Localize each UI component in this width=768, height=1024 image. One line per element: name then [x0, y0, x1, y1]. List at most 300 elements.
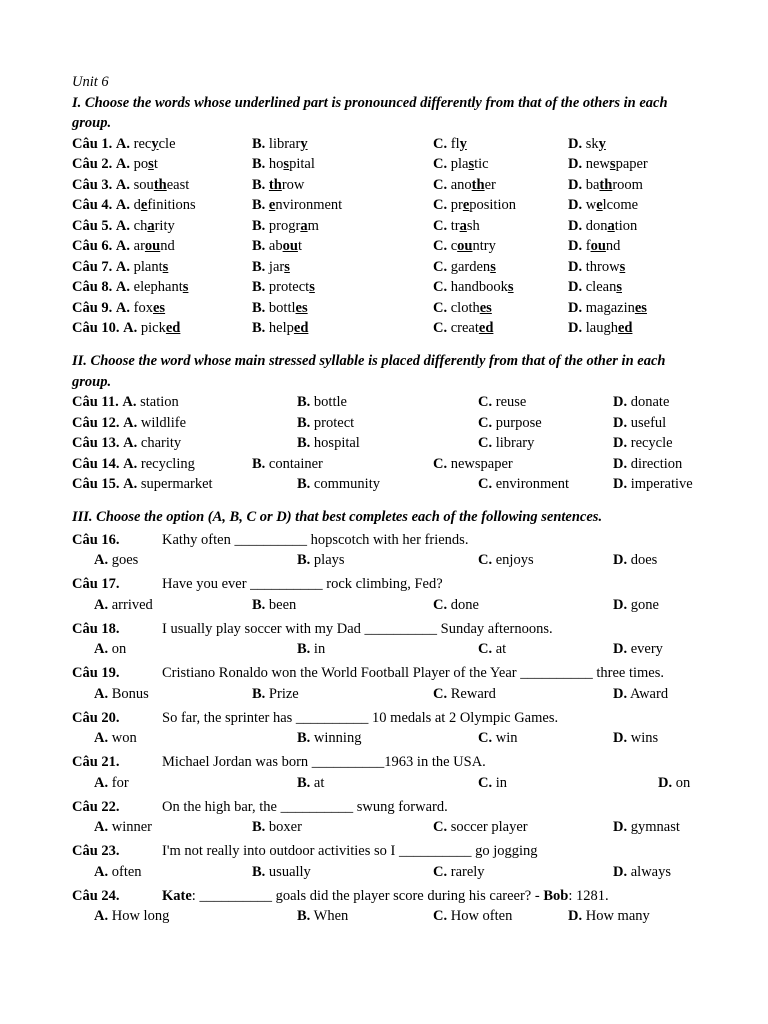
underlined-part: y: [151, 135, 159, 152]
option-word: arrived: [111, 596, 153, 613]
section3-questions: [72, 530, 708, 927]
option-word: enjoys: [495, 552, 534, 568]
option-letter: B.: [297, 476, 311, 492]
question-text: Cristiano Ronaldo won the World Football Player of the Year __________ three times.: [162, 665, 664, 681]
option-letter: C.: [433, 685, 448, 702]
option-a: [94, 906, 169, 927]
option-word: gone: [630, 596, 659, 613]
section3-instruction: III. Choose the option (A, B, C or D) that best completes each of the following sentences.: [72, 509, 603, 525]
option-letter: D.: [568, 135, 583, 152]
option-c: [433, 277, 514, 298]
option-word: always: [630, 863, 671, 880]
option-b: [252, 684, 299, 705]
options-line: [72, 728, 708, 749]
option-a: [72, 216, 175, 237]
option-d: [568, 277, 622, 298]
option-b: [297, 392, 347, 413]
question-number: Câu 10.: [72, 320, 120, 336]
word-part: ba: [585, 176, 600, 193]
option-c: [478, 728, 517, 749]
underlined-part: e: [596, 197, 603, 213]
question-number: Câu 16.: [72, 531, 120, 548]
option-c: [433, 318, 493, 339]
word-part: sk: [585, 135, 599, 152]
option-letter: D.: [613, 435, 628, 451]
word-part: nvironment: [275, 197, 343, 213]
option-a: [72, 318, 180, 339]
option-c: [478, 639, 506, 660]
option-word: winner: [111, 819, 152, 835]
option-c: [433, 862, 485, 883]
option-word: charity: [140, 435, 182, 451]
option-letter: B.: [252, 156, 266, 172]
option-letter: A.: [123, 320, 138, 336]
option-letter: B.: [252, 238, 266, 254]
question-stem: [162, 752, 486, 773]
option-letter: B.: [252, 596, 266, 613]
word-part: finitions: [147, 197, 196, 213]
question-line: [72, 708, 708, 729]
option-letter: B.: [297, 435, 311, 451]
underlined-part: s: [616, 279, 622, 295]
option-letter: C.: [433, 863, 448, 880]
option-letter: A.: [115, 238, 131, 254]
option-d: [568, 134, 606, 155]
option-a: [94, 550, 138, 571]
word-part: progr: [268, 217, 301, 234]
option-word: in: [313, 641, 326, 657]
underlined-part: ou: [282, 238, 298, 254]
word-part: magazin: [585, 299, 635, 316]
option-b: [297, 906, 348, 927]
question-row: [72, 236, 708, 257]
word-part: sh: [466, 217, 480, 234]
word-part: f: [585, 238, 591, 254]
word-part: room: [612, 176, 643, 193]
question-line: [72, 797, 708, 818]
option-letter: B.: [252, 279, 266, 295]
question-stem: [162, 841, 538, 862]
underlined-part: s: [148, 156, 154, 172]
option-letter: A.: [94, 819, 109, 835]
word-part: protect: [268, 279, 310, 295]
option-word: useful: [630, 414, 667, 431]
option-letter: A.: [94, 552, 109, 568]
option-b: [297, 773, 324, 794]
underlined-part: s: [162, 258, 169, 275]
question-stem: [162, 619, 553, 640]
underlined-part: e: [140, 197, 148, 213]
option-letter: B.: [297, 641, 311, 657]
option-b: [297, 728, 361, 749]
question-row: [72, 454, 708, 475]
option-d: [568, 298, 647, 319]
option-a: [72, 236, 175, 257]
option-c: [478, 474, 569, 495]
word-part: pla: [450, 156, 469, 172]
option-letter: C.: [433, 455, 448, 472]
underlined-part: th: [471, 176, 485, 193]
question-number: Câu 11.: [72, 394, 119, 410]
underlined-part: s: [283, 156, 290, 172]
option-letter: A.: [115, 279, 131, 295]
option-d: [568, 257, 625, 278]
question-text: On the high bar, the __________ swung forward.: [162, 798, 448, 815]
option-word: at: [313, 774, 325, 791]
word-part: t: [297, 238, 302, 254]
option-d: [613, 595, 659, 616]
underlined-part: ou: [590, 238, 606, 254]
question-number: Câu 23.: [72, 843, 120, 859]
option-d: [613, 474, 693, 495]
underlined-part: es: [295, 299, 308, 316]
question-number: Câu 22.: [72, 798, 120, 815]
option-letter: C.: [433, 908, 448, 924]
option-c: [478, 433, 534, 454]
option-word: winning: [313, 730, 362, 746]
word-part: creat: [450, 320, 479, 336]
question-row: [72, 175, 708, 196]
option-letter: B.: [252, 217, 266, 234]
options-line: [72, 906, 708, 927]
option-letter: C.: [478, 435, 493, 451]
question-stem: [162, 663, 664, 684]
option-letter: D.: [568, 238, 583, 254]
question-number: Câu 13.: [72, 435, 120, 451]
option-letter: D.: [613, 414, 628, 431]
question-row: [72, 392, 708, 413]
option-c: [433, 216, 480, 237]
word-part: cloth: [450, 299, 480, 316]
option-letter: D.: [658, 774, 673, 791]
underlined-part: es: [153, 299, 166, 316]
option-letter: B.: [252, 176, 266, 193]
option-d: [613, 728, 658, 749]
underlined-part: y: [598, 135, 606, 152]
underlined-part: y: [459, 135, 467, 152]
question-number: Câu 3.: [72, 176, 113, 193]
question-number: Câu 15.: [72, 476, 120, 492]
option-b: [252, 154, 315, 175]
question-stem: [162, 574, 443, 595]
option-a: [72, 154, 158, 175]
option-word: How often: [450, 908, 513, 924]
word-part: ntry: [472, 238, 496, 254]
word-part: east: [166, 176, 190, 193]
option-b: [252, 277, 315, 298]
option-letter: C.: [433, 299, 448, 316]
option-d: [613, 639, 663, 660]
question-number: Câu 7.: [72, 258, 113, 275]
option-letter: D.: [568, 156, 583, 172]
question-row: [72, 216, 708, 237]
option-letter: B.: [252, 299, 266, 316]
word-part: ar: [133, 238, 145, 254]
option-d: [568, 154, 648, 175]
option-a: [72, 433, 181, 454]
option-word: wildlife: [140, 414, 187, 431]
option-a: [72, 413, 186, 434]
word-part: paper: [615, 156, 648, 172]
question-text: Kathy often __________ hopscotch with her friends.: [162, 531, 469, 548]
option-letter: D.: [613, 819, 628, 835]
word-part: ch: [133, 217, 148, 234]
underlined-part: es: [634, 299, 647, 316]
underlined-part: s: [490, 258, 496, 275]
underlined-part: th: [268, 176, 282, 193]
underlined-part: a: [459, 217, 467, 234]
question-row: [72, 154, 708, 175]
word-part: ho: [268, 156, 284, 172]
question-text: I'm not really into outdoor activities so I __________ go jogging: [162, 843, 538, 859]
option-word: recycle: [630, 435, 673, 451]
word-part: don: [585, 217, 608, 234]
option-d: [568, 236, 620, 257]
option-letter: D.: [613, 730, 628, 746]
option-letter: C.: [433, 197, 448, 213]
option-b: [252, 298, 308, 319]
underlined-part: a: [300, 217, 308, 234]
option-word: When: [313, 908, 349, 924]
underlined-part: ed: [478, 320, 494, 336]
question-row: [72, 277, 708, 298]
option-b: [252, 454, 323, 475]
question-block: [72, 797, 708, 838]
option-a: [94, 817, 152, 838]
option-letter: C.: [433, 320, 448, 336]
option-letter: B.: [252, 455, 266, 472]
option-word: bottle: [313, 394, 347, 410]
question-number: Câu 21.: [72, 754, 120, 770]
option-letter: C.: [433, 217, 448, 234]
option-word: imperative: [630, 476, 693, 492]
word-part: nd: [160, 238, 175, 254]
option-word: rarely: [450, 863, 485, 880]
option-word: win: [495, 730, 518, 746]
option-word: boxer: [268, 819, 302, 835]
option-word: every: [630, 641, 663, 657]
option-word: library: [495, 435, 535, 451]
question-row: [72, 318, 708, 339]
question-text: Have you ever __________ rock climbing, Fed?: [162, 576, 443, 592]
question-number: Câu 9.: [72, 299, 113, 316]
option-word: does: [630, 552, 658, 568]
question-text: : __________ goals did the player score during his career? -: [191, 887, 544, 904]
option-b: [252, 216, 319, 237]
option-word: wins: [630, 730, 659, 746]
option-letter: A.: [115, 156, 131, 172]
option-letter: A.: [94, 685, 109, 702]
option-word: community: [313, 476, 380, 492]
option-letter: D.: [613, 476, 628, 492]
option-letter: C.: [433, 238, 448, 254]
option-b: [297, 474, 380, 495]
option-a: [72, 257, 168, 278]
option-word: for: [111, 774, 129, 791]
option-letter: D.: [568, 320, 583, 336]
option-c: [433, 595, 479, 616]
word-part: m: [307, 217, 319, 234]
option-c: [433, 154, 489, 175]
option-d: [613, 817, 680, 838]
option-word: Award: [629, 685, 669, 702]
option-b: [252, 595, 296, 616]
speaker-name: Kate: [162, 887, 192, 904]
option-letter: B.: [252, 819, 266, 835]
unit-title: Unit 6: [72, 74, 109, 90]
option-letter: D.: [568, 299, 583, 316]
option-word: in: [495, 774, 508, 791]
word-part: tr: [450, 217, 460, 234]
option-letter: A.: [115, 258, 131, 275]
option-word: gymnast: [630, 819, 680, 835]
question-text: I usually play soccer with my Dad __________ Sunday afternoons.: [162, 620, 553, 637]
option-letter: C.: [478, 414, 493, 431]
option-letter: C.: [433, 279, 448, 295]
option-letter: A.: [115, 217, 131, 234]
option-word: goes: [111, 552, 139, 568]
option-a: [72, 454, 195, 475]
word-part: tic: [474, 156, 489, 172]
option-b: [252, 236, 302, 257]
word-part: fox: [133, 299, 153, 316]
word-part: pick: [140, 320, 166, 336]
option-letter: C.: [433, 176, 448, 193]
question-text: Michael Jordan was born __________1963 in the USA.: [162, 754, 486, 770]
option-a: [72, 175, 189, 196]
option-letter: B.: [252, 197, 266, 213]
option-letter: D.: [613, 552, 628, 568]
option-word: reuse: [495, 394, 527, 410]
option-c: [433, 134, 467, 155]
option-word: How long: [111, 908, 170, 924]
option-letter: C.: [433, 819, 448, 835]
option-word: direction: [630, 455, 683, 472]
option-word: purpose: [495, 414, 542, 431]
word-part: sou: [133, 176, 154, 193]
question-stem: [162, 708, 558, 729]
question-number: Câu 17.: [72, 576, 120, 592]
options-line: [72, 773, 708, 794]
underlined-part: th: [153, 176, 167, 193]
option-word: on: [675, 774, 691, 791]
option-b: [252, 318, 308, 339]
word-part: librar: [268, 135, 301, 152]
word-part: jar: [268, 258, 285, 275]
option-b: [297, 639, 325, 660]
option-d: [613, 413, 666, 434]
option-d: [568, 318, 632, 339]
option-a: [94, 773, 129, 794]
question-number: Câu 24.: [72, 887, 120, 904]
option-b: [297, 550, 345, 571]
option-word: done: [450, 596, 479, 613]
option-letter: A.: [123, 435, 138, 451]
option-letter: D.: [568, 908, 583, 924]
option-a: [72, 392, 179, 413]
option-c: [433, 454, 513, 475]
option-letter: A.: [115, 299, 131, 316]
option-letter: C.: [478, 476, 493, 492]
option-letter: A.: [94, 596, 109, 613]
question-number: Câu 6.: [72, 238, 113, 254]
question-line: [72, 886, 708, 907]
option-letter: B.: [297, 730, 311, 746]
option-letter: D.: [613, 685, 628, 702]
word-part: d: [133, 197, 141, 213]
question-number: Câu 14.: [72, 455, 120, 472]
option-c: [433, 817, 528, 838]
option-word: often: [111, 863, 142, 880]
option-b: [252, 134, 308, 155]
question-number: Câu 4.: [72, 197, 113, 213]
option-letter: B.: [252, 320, 266, 336]
question-row: [72, 474, 708, 495]
word-part: rity: [154, 217, 175, 234]
option-letter: D.: [613, 394, 628, 410]
underlined-part: ed: [293, 320, 309, 336]
option-b: [252, 257, 290, 278]
option-letter: D.: [568, 279, 583, 295]
underlined-part: s: [609, 156, 616, 172]
word-part: ab: [268, 238, 283, 254]
option-c: [433, 195, 516, 216]
option-a: [94, 639, 126, 660]
question-block: [72, 619, 708, 660]
option-letter: C.: [433, 258, 448, 275]
question-row: [72, 134, 708, 155]
underlined-part: a: [607, 217, 615, 234]
option-d: [613, 550, 657, 571]
option-word: How many: [585, 908, 650, 924]
option-letter: A.: [94, 641, 109, 657]
word-part: tion: [614, 217, 638, 234]
option-letter: D.: [613, 641, 628, 657]
option-word: soccer player: [450, 819, 528, 835]
option-letter: B.: [252, 258, 266, 275]
option-c: [433, 684, 496, 705]
option-word: recycling: [140, 455, 195, 472]
speaker-name: Bob: [543, 887, 569, 904]
section2-instruction: II. Choose the word whose main stressed syllable is placed differently from that of the other in each group.: [72, 353, 666, 390]
underlined-part: e: [462, 197, 470, 213]
option-letter: B.: [252, 135, 266, 152]
option-letter: A.: [94, 730, 109, 746]
question-stem: [162, 797, 448, 818]
question-row: [72, 195, 708, 216]
question-text: So far, the sprinter has __________ 10 medals at 2 Olympic Games.: [162, 709, 559, 726]
option-b: [252, 817, 302, 838]
question-stem: [162, 530, 468, 551]
options-line: [72, 817, 708, 838]
option-a: [72, 277, 188, 298]
option-c: [433, 298, 492, 319]
word-part: cle: [158, 135, 176, 152]
underlined-part: a: [147, 217, 155, 234]
underlined-part: s: [619, 258, 626, 275]
option-c: [478, 392, 526, 413]
option-word: supermarket: [140, 476, 213, 492]
option-letter: B.: [297, 908, 311, 924]
question-number: Câu 8.: [72, 279, 113, 295]
section1-questions: [72, 134, 708, 339]
option-d: [568, 906, 650, 927]
word-part: pital: [289, 156, 315, 172]
option-letter: A.: [123, 414, 138, 431]
underlined-part: s: [284, 258, 290, 275]
option-a: [72, 298, 165, 319]
option-word: usually: [268, 863, 311, 880]
